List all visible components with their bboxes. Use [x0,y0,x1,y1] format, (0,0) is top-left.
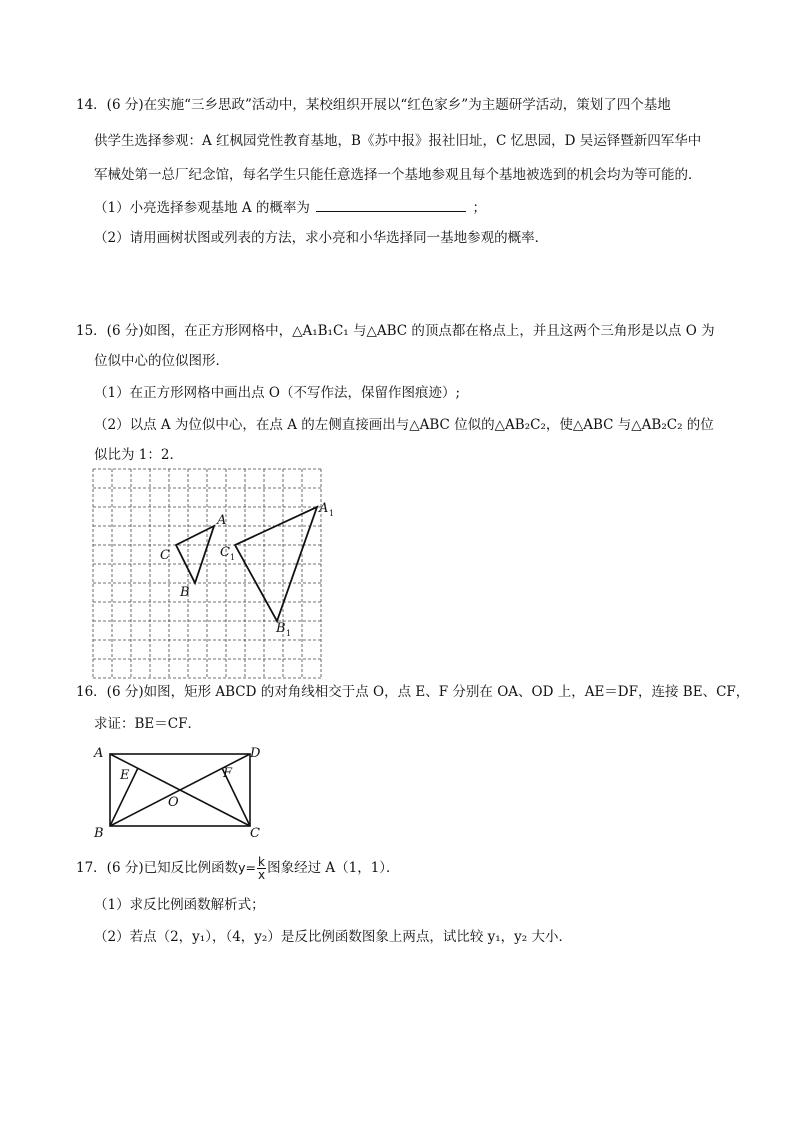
label-C: C [250,826,260,841]
q17-numerator: k [258,855,265,869]
label-D: D [250,746,261,761]
triangle-abc [176,526,214,583]
label-C: C [160,548,170,563]
q17-line1 [76,856,400,881]
q16-rectangle-figure [90,740,270,842]
q17-suffix: 图象经过 A（1，1）． [267,860,400,876]
q14-part2: （2）请用画树状图或列表的方法，求小亮和小华选择同一基地参观的概率． [94,230,549,246]
label-A1-sub: 1 [329,509,335,518]
label-B1: B [276,621,286,636]
label-O: O [168,795,179,810]
q15-grid-figure [90,466,335,678]
q16-line1: 16．(6 分)如图，矩形 ABCD 的对角线相交于点 O，点 E、F 分别在 OA、OD 上，AE＝DF，连接 BE、CF， [76,684,750,700]
q17-part1: （1）求反比例函数解析式； [94,897,265,913]
dashed-grid [93,469,321,678]
q17-denominator: x [257,868,266,882]
q14-part1-suffix: ； [472,200,487,216]
label-B: B [94,826,104,841]
q17-y-eq: y= [238,860,256,875]
label-E: E [120,768,130,783]
label-A: A [94,746,104,761]
q16-line2: 求证：BE＝CF． [94,716,201,732]
q14-line2: 供学生选择参观：A 红枫园党性教育基地，B《苏中报》报社旧址，C 忆思园，D 吴运铎暨新四军华中 [94,133,702,149]
label-F: F [223,766,233,781]
q17-prefix: 17．(6 分)已知反比例函数 [76,860,239,876]
q17-part2: （2）若点（2，y₁），（4，y₂）是反比例函数图象上两点，试比较 y₁，y₂ 大小． [94,929,573,945]
label-C1-sub: 1 [230,553,236,562]
label-A1: A [319,501,329,516]
q15-line1: 15．(6 分)如图，在正方形网格中，△A₁B₁C₁ 与△ABC 的顶点都在格点上，并且这两个三角形是以点 O 为 [76,323,715,339]
q14-part1 [94,198,486,217]
label-C1: C [220,545,230,560]
q17-fraction [257,856,266,881]
q15-part2b: 似比为 1：2． [94,447,183,463]
q14-part1-text: （1）小亮选择参观基地 A 的概率为 [94,200,310,216]
label-B1-sub: 1 [286,629,292,638]
q15-part1: （1）在正方形网格中画出点 O（不写作法，保留作图痕迹）; [94,385,460,401]
label-B: B [180,585,190,600]
answer-blank[interactable] [316,198,466,212]
q14-line3: 军械处第一总厂纪念馆，每名学生只能任意选择一个基地参观且每个基地被选到的机会均为等可能的． [94,167,702,183]
q14-line1: 14．(6 分)在实施“三乡思政”活动中，某校组织开展以“红色家乡”为主题研学活动，策划了四个基地 [76,97,671,113]
label-A: A [217,513,227,528]
q15-line2: 位似中心的位似图形． [94,353,229,369]
q15-part2: （2）以点 A 为位似中心，在点 A 的左侧直接画出与△ABC 位似的△AB₂C₂，使△ABC 与△AB₂C₂ 的位 [94,417,714,433]
